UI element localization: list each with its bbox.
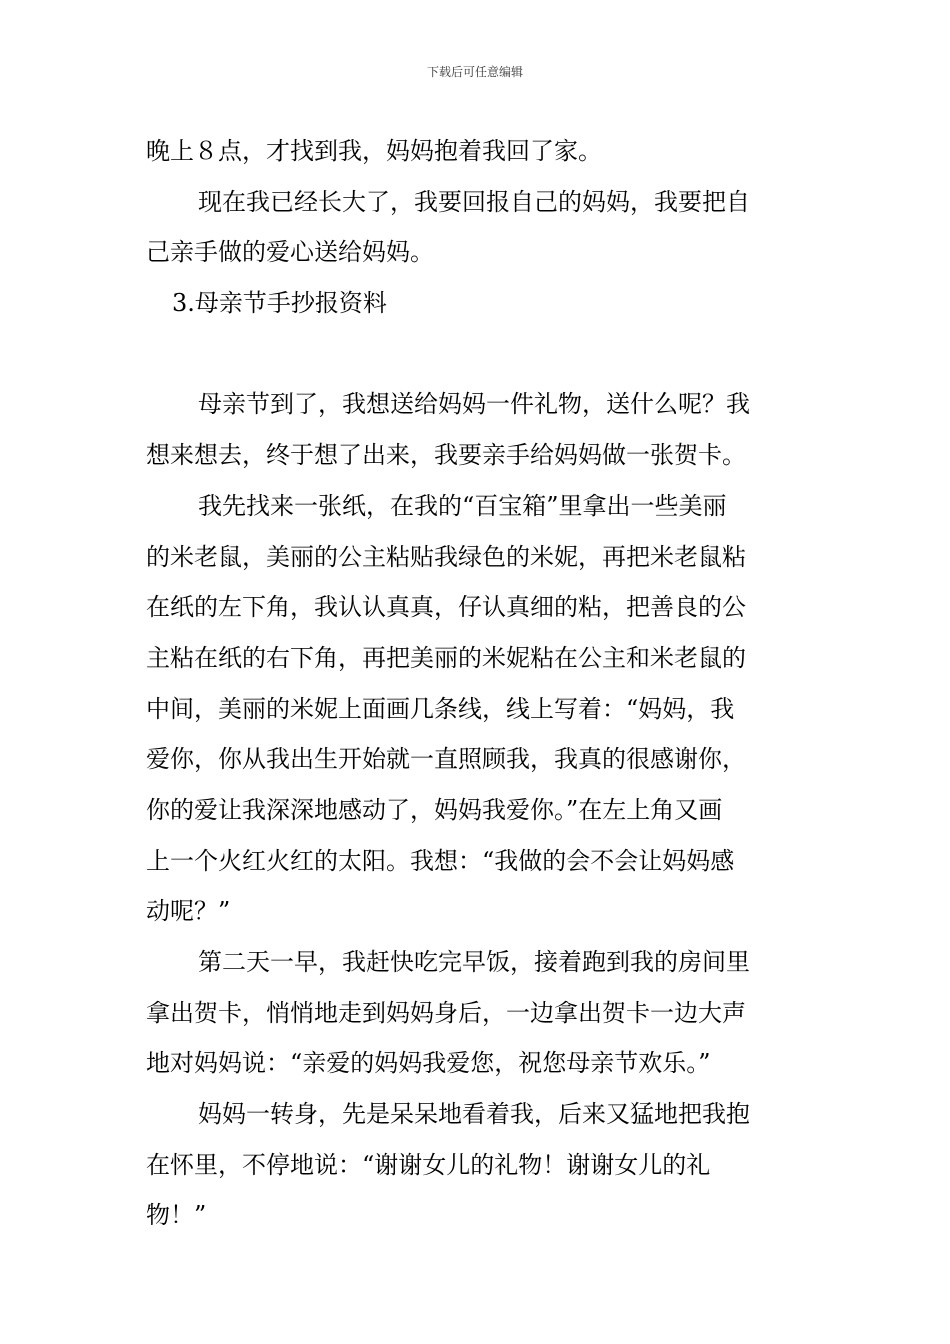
text-line: 主粘在纸的右下角，再把美丽的米妮粘在公主和米老鼠的 xyxy=(146,643,746,672)
text-line: 地对妈妈说：“亲爱的妈妈我爱您，祝您母亲节欢乐。” xyxy=(146,1049,711,1078)
text-line: 的米老鼠，美丽的公主粘贴我绿色的米妮，再把米老鼠粘 xyxy=(146,542,746,571)
text-line: 晚上８点，才找到我，妈妈抱着我回了家。 xyxy=(146,137,602,165)
text-line: 己亲手做的爱心送给妈妈。 xyxy=(146,238,434,267)
paragraph-first-line: 第二天一早，我赶快吃完早饭，接着跑到我的房间里 xyxy=(198,948,750,976)
text-line: 你的爱让我深深地感动了，妈妈我爱你。”在左上角又画 xyxy=(146,795,723,824)
text-line: 拿出贺卡，悄悄地走到妈妈身后，一边拿出贺卡一边大声 xyxy=(146,998,746,1027)
page-header: 下载后可任意编辑 xyxy=(426,65,523,79)
text-line: 想来想去，终于想了出来，我要亲手给妈妈做一张贺卡。 xyxy=(146,441,746,470)
paragraph-first-line: 妈妈一转身，先是呆呆地看着我，后来又猛地把我抱 xyxy=(198,1100,750,1129)
text-line: 动呢？” xyxy=(146,897,231,926)
text-line: 爱你，你从我出生开始就一直照顾我，我真的很感谢你， xyxy=(146,745,746,774)
section-heading: 3.母亲节手抄报资料 xyxy=(172,289,387,318)
blank-line xyxy=(146,329,808,380)
paragraph-first-line: 母亲节到了，我想送给妈妈一件礼物，送什么呢？我 xyxy=(198,390,750,419)
paragraph-first-line: 我先找来一张纸，在我的“百宝箱”里拿出一些美丽 xyxy=(198,491,727,520)
document-body xyxy=(146,126,808,1241)
text-line: 物！” xyxy=(146,1201,207,1230)
text-line: 中间，美丽的米妮上面画几条线，线上写着：“妈妈，我 xyxy=(146,694,735,723)
paragraph-first-line: 现在我已经长大了，我要回报自己的妈妈，我要把自 xyxy=(198,187,750,216)
text-line: 上一个火红火红的太阳。我想：“我做的会不会让妈妈感 xyxy=(146,846,735,875)
text-line: 在纸的左下角，我认认真真，仔认真细的粘，把善良的公 xyxy=(146,593,746,622)
text-line: 在怀里，不停地说：“谢谢女儿的礼物！谢谢女儿的礼 xyxy=(146,1150,711,1179)
